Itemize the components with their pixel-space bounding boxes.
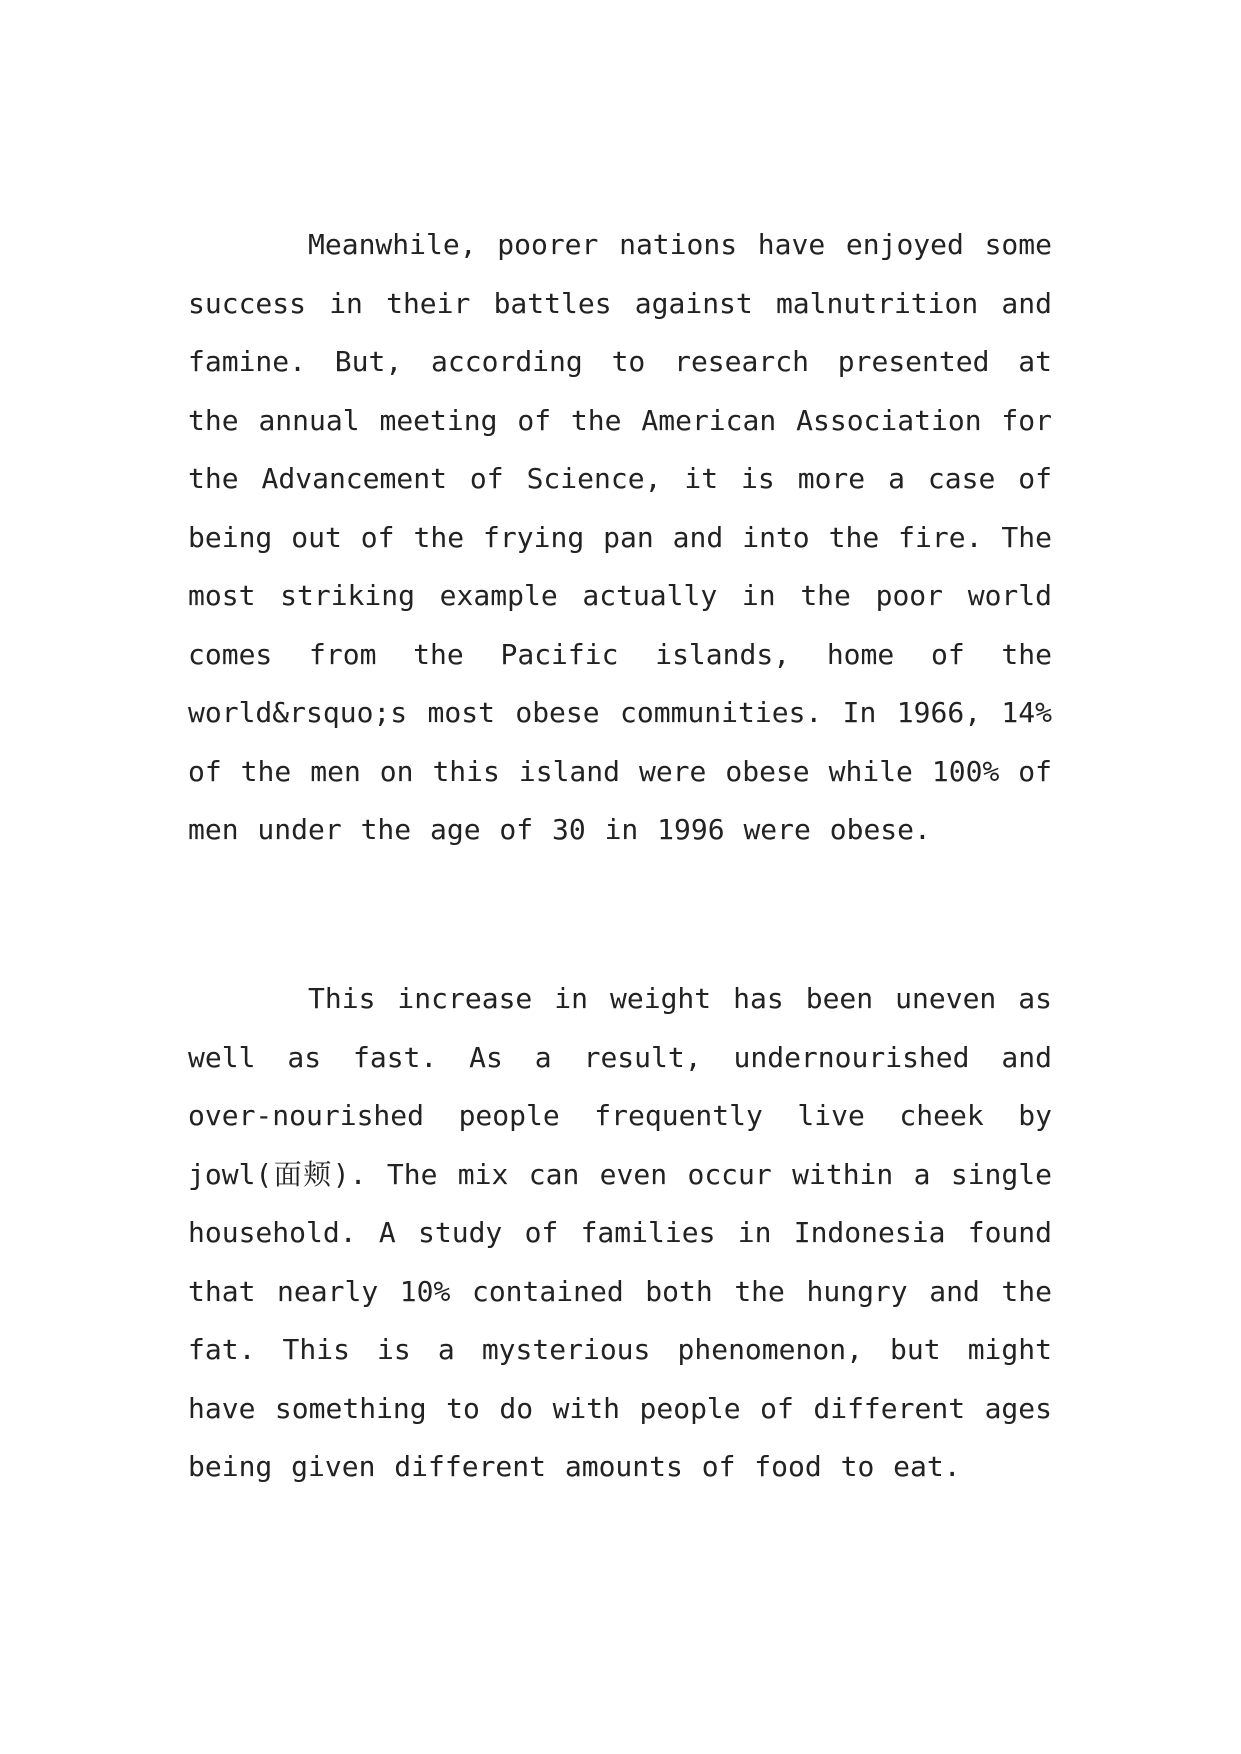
paragraph-pacific-obesity: Meanwhile, poorer nations have enjoyed some success in their battles against malnutrition and famine. But, according to research presented at the annual meeting of the American Association for the Advancement of Science, it is more a case of being out of the frying pan and into the fire. The most striking example actually in the poor world comes from the Pacific islands, home of the world&rsquo;s most obese communities. In 1966, 14% of the men on this island were obese while 100% of men under the age of 30 in 1996 were obese.	[188, 228, 1052, 846]
paragraph-uneven-weight: This increase in weight has been uneven as well as fast. As a result, undernourished and over-nourished people frequently live cheek by jowl(面颊). The mix can even occur within a single household. A study of families in Indonesia found that nearly 10% contained both the hungry and the fat. This is a mysterious phenomenon, but might have something to do with people of different ages being given different amounts of food to eat.	[188, 982, 1052, 1483]
